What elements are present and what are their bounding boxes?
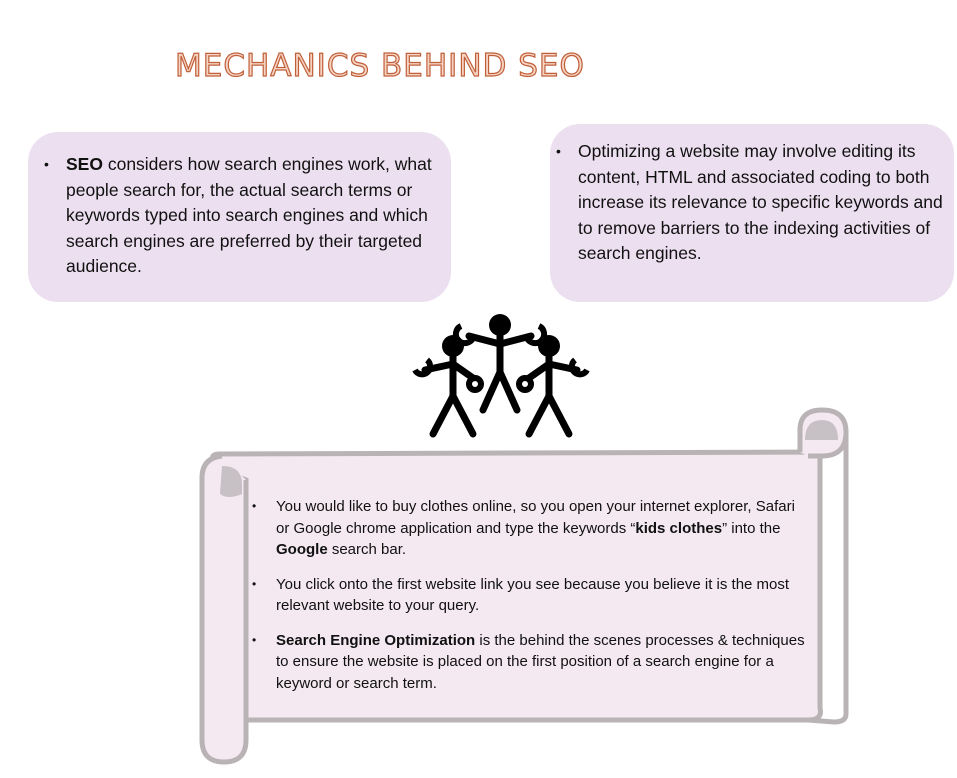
- list-item: [252, 574, 812, 617]
- text-segment: ” into the: [722, 519, 781, 537]
- bullet-icon: •: [252, 576, 257, 591]
- scroll-content: [252, 496, 812, 707]
- bold-google: Google: [276, 541, 328, 558]
- list-item-text: [276, 630, 812, 695]
- page-title: MECHANICS BEHIND SEO: [175, 48, 585, 84]
- seo-term: SEO: [66, 154, 103, 174]
- seo-definition-body: considers how search engines work, what people search for, the actual search terms or keywords typed into search engines and which search engines are preferred by their targeted audience.: [66, 154, 432, 276]
- list-item-text: [276, 496, 812, 561]
- bullet-icon: •: [556, 143, 561, 159]
- optimization-text: Optimizing a website may involve editing its content, HTML and associated coding to both increase its relevance to specific keywords and to remove barriers to the indexing activities of search engines.: [578, 141, 943, 263]
- list-item-text: You click onto the first website link you see because you believe it is the most relevant website to your query.: [276, 575, 790, 614]
- bullet-icon: •: [252, 632, 257, 647]
- bullet-icon: •: [44, 156, 49, 172]
- list-item: [252, 630, 812, 695]
- text-segment: You would like to buy clothes online, so you open your internet explorer, Safari or Google chrome application and type the keywords “: [276, 498, 795, 537]
- bullet-icon: •: [252, 499, 257, 513]
- list-item: [252, 496, 812, 561]
- text-segment: is the behind the scenes processes & techniques to ensure the website is placed on the first position of a search engine for a keyword or search term.: [276, 631, 805, 692]
- bold-keywords: kids clothes: [635, 519, 723, 537]
- text-segment: search bar.: [327, 541, 407, 558]
- bold-seo-term: Search Engine Optimization: [276, 631, 476, 649]
